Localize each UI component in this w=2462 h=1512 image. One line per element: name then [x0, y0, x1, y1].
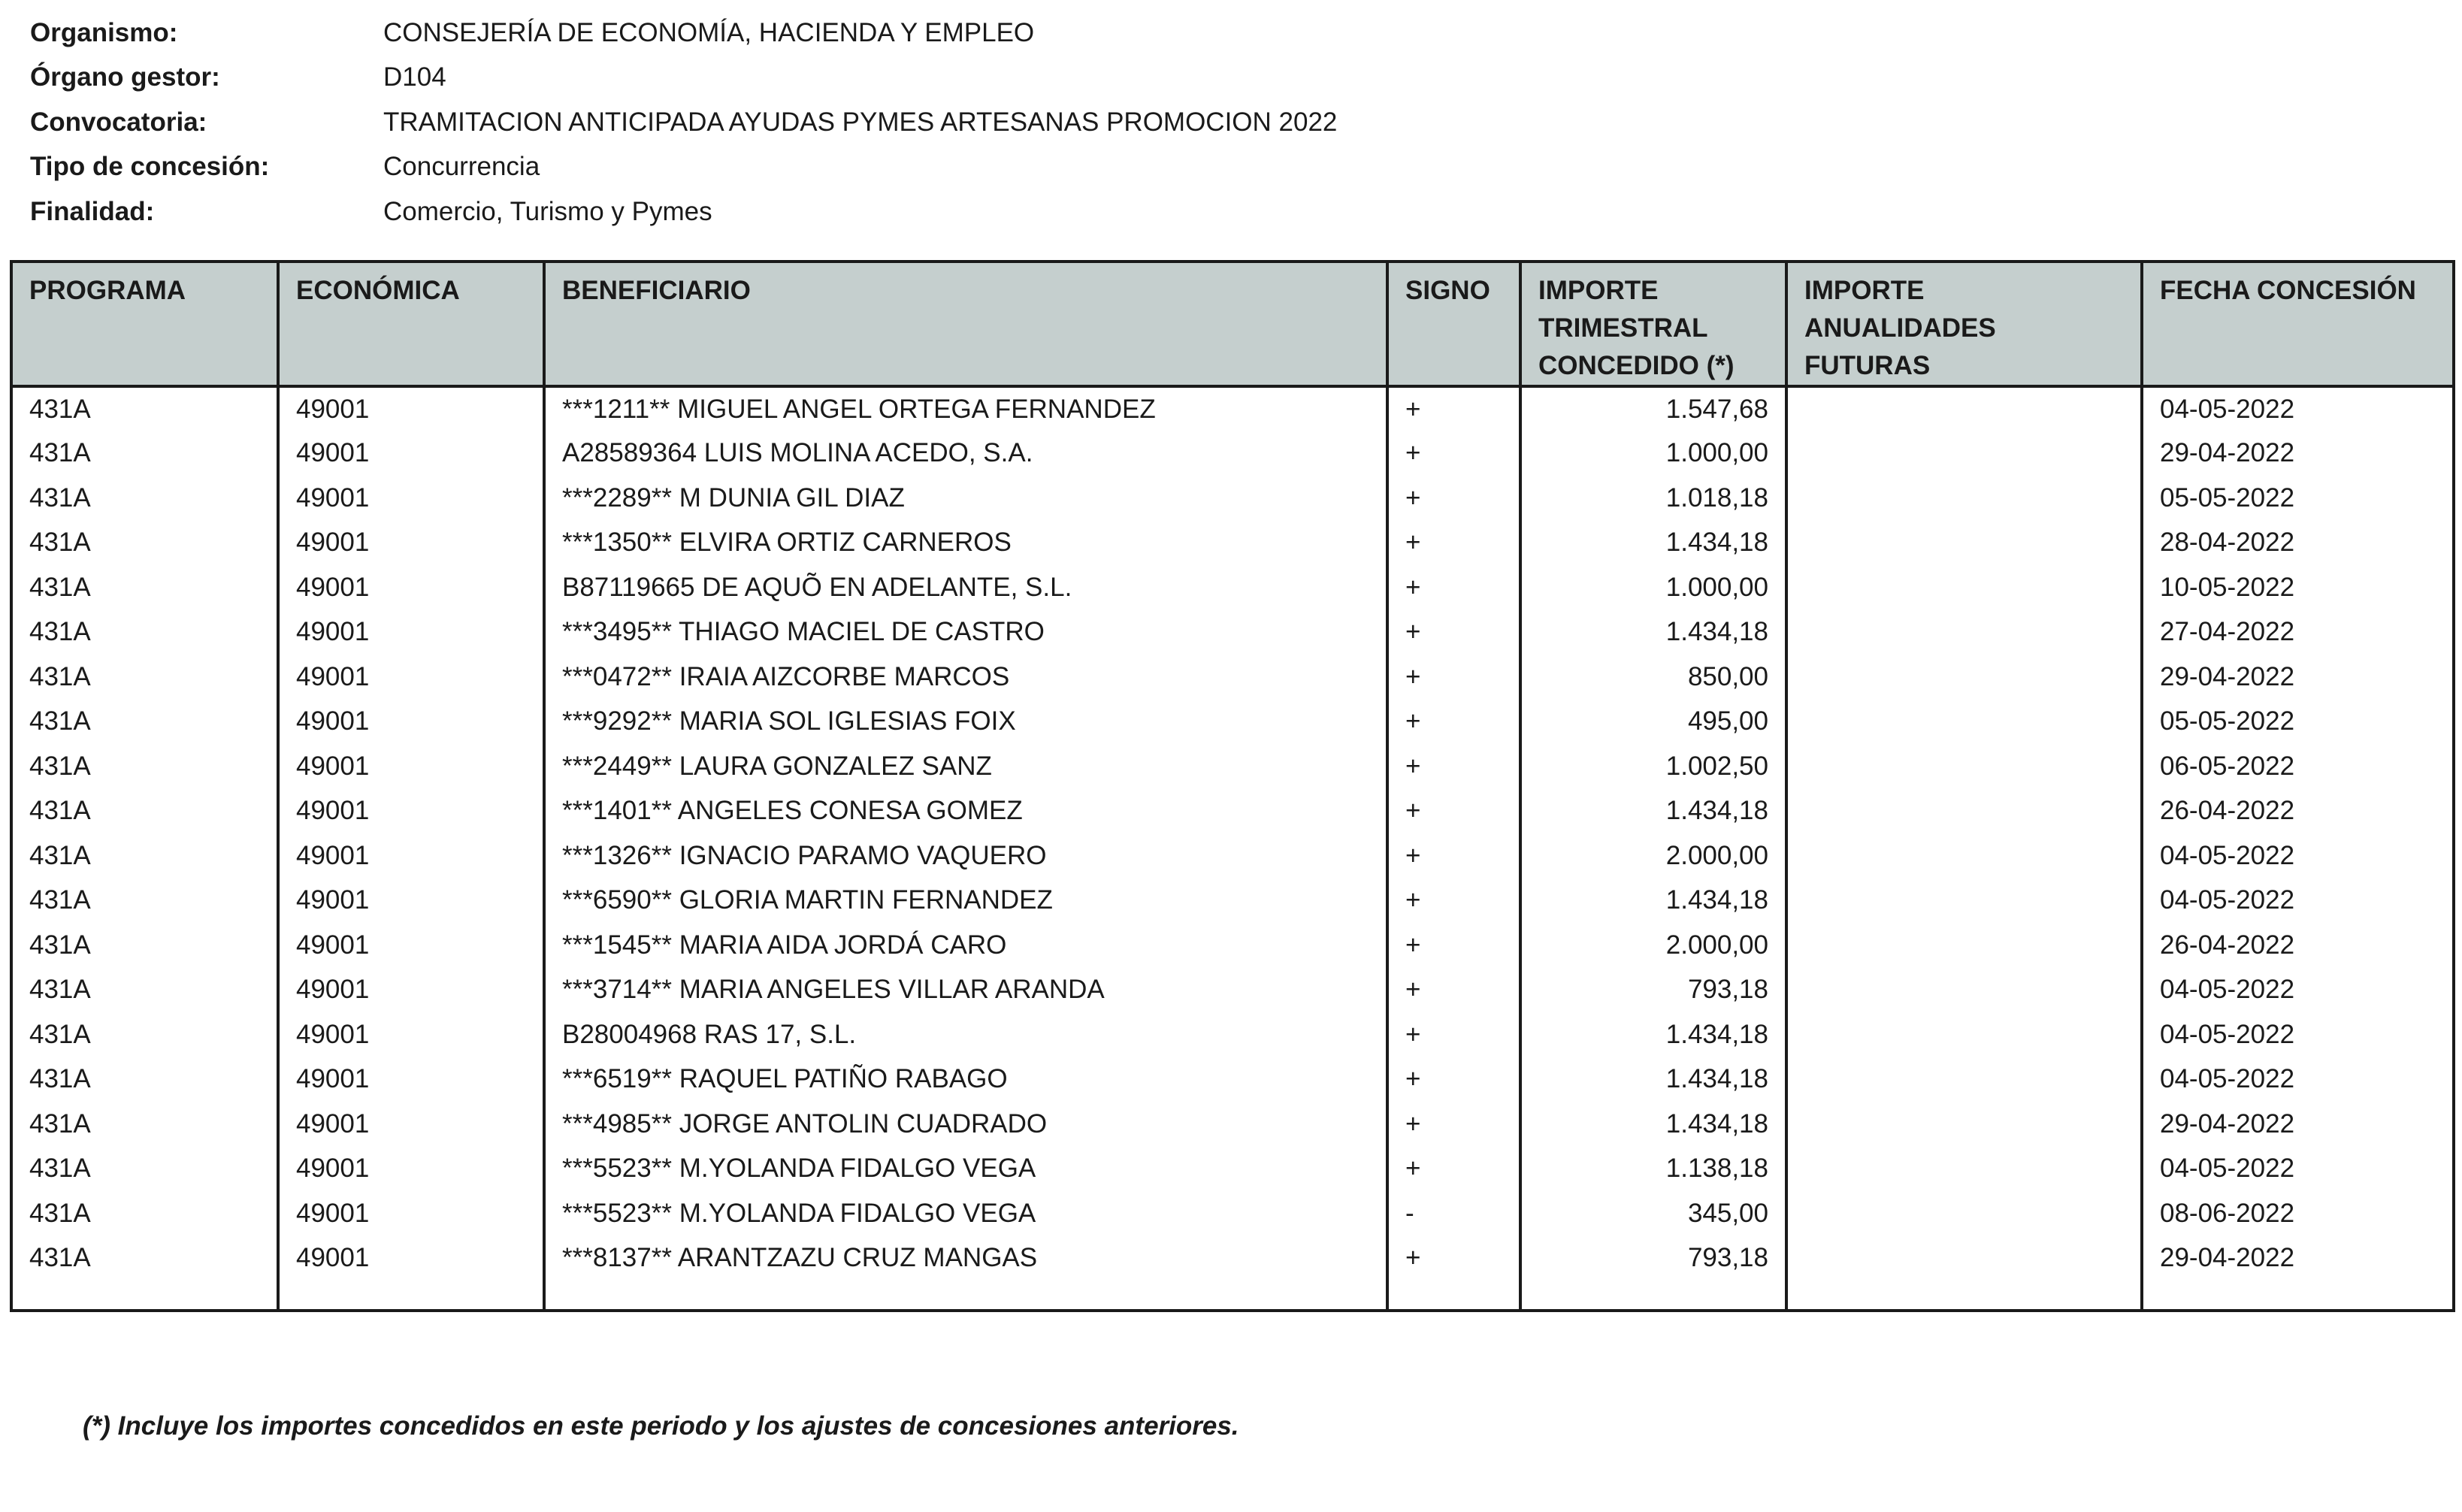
cell-economica: 49001 — [278, 565, 544, 610]
cell-programa: 431A — [11, 744, 278, 789]
cell-programa: 431A — [11, 789, 278, 834]
cell-importe-trimestral: 345,00 — [1520, 1191, 1786, 1236]
cell-signo: - — [1387, 1191, 1520, 1236]
cell-signo: + — [1387, 700, 1520, 745]
cell-programa: 431A — [11, 1191, 278, 1236]
cell-importe-anualidades — [1786, 655, 2142, 700]
header-economica: ECONÓMICA — [278, 262, 544, 386]
cell-fecha-concesion: 04-05-2022 — [2142, 386, 2454, 431]
cell-economica: 49001 — [278, 431, 544, 476]
cell-signo: + — [1387, 521, 1520, 566]
table-row — [11, 386, 2454, 431]
cell-importe-anualidades — [1786, 565, 2142, 610]
cell-beneficiario: ***6519** RAQUEL PATIÑO RABAGO — [544, 1057, 1387, 1102]
cell-importe-anualidades — [1786, 431, 2142, 476]
cell-economica: 49001 — [278, 700, 544, 745]
cell-beneficiario: ***8137** ARANTZAZU CRUZ MANGAS — [544, 1236, 1387, 1281]
cell-fecha-concesion: 26-04-2022 — [2142, 789, 2454, 834]
cell-economica: 49001 — [278, 1236, 544, 1281]
cell-importe-anualidades — [1786, 700, 2142, 745]
cell-economica: 49001 — [278, 1012, 544, 1057]
table-row — [11, 789, 2454, 834]
organismo-label: Organismo: — [30, 17, 178, 47]
table-row — [11, 431, 2454, 476]
cell-fecha-concesion: 05-05-2022 — [2142, 700, 2454, 745]
cell-fecha-concesion: 04-05-2022 — [2142, 1147, 2454, 1192]
cell-beneficiario: ***3714** MARIA ANGELES VILLAR ARANDA — [544, 968, 1387, 1013]
cell-beneficiario: ***5523** M.YOLANDA FIDALGO VEGA — [544, 1191, 1387, 1236]
cell-signo: + — [1387, 923, 1520, 968]
cell-economica: 49001 — [278, 1191, 544, 1236]
finalidad-value: Comercio, Turismo y Pymes — [383, 196, 712, 226]
cell-importe-anualidades — [1786, 789, 2142, 834]
cell-economica: 49001 — [278, 744, 544, 789]
header-fecha-concesion: FECHA CONCESIÓN — [2142, 262, 2454, 386]
table-header-row — [11, 262, 2454, 386]
cell-programa: 431A — [11, 610, 278, 655]
cell-programa: 431A — [11, 386, 278, 431]
cell-importe-trimestral: 1.434,18 — [1520, 521, 1786, 566]
cell-importe-anualidades — [1786, 833, 2142, 878]
cell-signo: + — [1387, 1057, 1520, 1102]
tipo-concesion-label: Tipo de concesión: — [30, 152, 270, 182]
table-row — [11, 1012, 2454, 1057]
cell-beneficiario: ***1545** MARIA AIDA JORDÁ CARO — [544, 923, 1387, 968]
cell-programa: 431A — [11, 1102, 278, 1147]
cell-fecha-concesion: 05-05-2022 — [2142, 476, 2454, 521]
cell-beneficiario: ***2289** M DUNIA GIL DIAZ — [544, 476, 1387, 521]
cell-beneficiario: B28004968 RAS 17, S.L. — [544, 1012, 1387, 1057]
cell-programa: 431A — [11, 655, 278, 700]
cell-economica: 49001 — [278, 968, 544, 1013]
table-row — [11, 565, 2454, 610]
cell-fecha-concesion: 04-05-2022 — [2142, 833, 2454, 878]
cell-signo: + — [1387, 431, 1520, 476]
cell-signo: + — [1387, 655, 1520, 700]
cell-importe-anualidades — [1786, 968, 2142, 1013]
cell-importe-trimestral: 1.000,00 — [1520, 431, 1786, 476]
cell-fecha-concesion: 29-04-2022 — [2142, 1102, 2454, 1147]
organo-gestor-value: D104 — [383, 62, 446, 92]
cell-beneficiario: ***2449** LAURA GONZALEZ SANZ — [544, 744, 1387, 789]
table-row — [11, 1191, 2454, 1236]
cell-importe-anualidades — [1786, 1147, 2142, 1192]
cell-importe-trimestral: 1.434,18 — [1520, 1012, 1786, 1057]
header-importe-anualidades: IMPORTE ANUALIDADES FUTURAS — [1786, 262, 2142, 386]
cell-importe-trimestral: 1.434,18 — [1520, 1057, 1786, 1102]
cell-economica: 49001 — [278, 923, 544, 968]
cell-beneficiario: ***0472** IRAIA AIZCORBE MARCOS — [544, 655, 1387, 700]
cell-signo: + — [1387, 968, 1520, 1013]
cell-importe-anualidades — [1786, 476, 2142, 521]
cell-programa: 431A — [11, 833, 278, 878]
cell-importe-trimestral: 1.547,68 — [1520, 386, 1786, 431]
cell-signo: + — [1387, 833, 1520, 878]
cell-importe-anualidades — [1786, 1191, 2142, 1236]
table-row — [11, 655, 2454, 700]
cell-fecha-concesion: 27-04-2022 — [2142, 610, 2454, 655]
cell-signo: + — [1387, 476, 1520, 521]
cell-programa: 431A — [11, 1012, 278, 1057]
table-row — [11, 1102, 2454, 1147]
table-filler-cell — [544, 1281, 1387, 1311]
cell-fecha-concesion: 04-05-2022 — [2142, 1057, 2454, 1102]
organismo-value: CONSEJERÍA DE ECONOMÍA, HACIENDA Y EMPLEO — [383, 17, 1035, 47]
footnote: (*) Incluye los importes concedidos en este periodo y los ajustes de concesiones anteriores. — [83, 1411, 1239, 1441]
cell-importe-trimestral: 1.434,18 — [1520, 1102, 1786, 1147]
cell-importe-trimestral: 1.000,00 — [1520, 565, 1786, 610]
header-signo: SIGNO — [1387, 262, 1520, 386]
cell-programa: 431A — [11, 476, 278, 521]
finalidad-label: Finalidad: — [30, 196, 155, 226]
table-filler-cell — [1520, 1281, 1786, 1311]
cell-beneficiario: ***1326** IGNACIO PARAMO VAQUERO — [544, 833, 1387, 878]
cell-beneficiario: B87119665 DE AQUÕ EN ADELANTE, S.L. — [544, 565, 1387, 610]
cell-beneficiario: A28589364 LUIS MOLINA ACEDO, S.A. — [544, 431, 1387, 476]
cell-programa: 431A — [11, 923, 278, 968]
table-row — [11, 968, 2454, 1013]
table-filler-cell — [1387, 1281, 1520, 1311]
cell-importe-trimestral: 793,18 — [1520, 968, 1786, 1013]
cell-fecha-concesion: 04-05-2022 — [2142, 878, 2454, 924]
cell-programa: 431A — [11, 1147, 278, 1192]
cell-programa: 431A — [11, 878, 278, 924]
cell-economica: 49001 — [278, 521, 544, 566]
cell-importe-anualidades — [1786, 923, 2142, 968]
table-body — [11, 386, 2454, 1311]
table-row — [11, 744, 2454, 789]
cell-importe-trimestral: 1.434,18 — [1520, 878, 1786, 924]
cell-economica: 49001 — [278, 1102, 544, 1147]
cell-fecha-concesion: 04-05-2022 — [2142, 968, 2454, 1013]
table-row — [11, 923, 2454, 968]
cell-fecha-concesion: 28-04-2022 — [2142, 521, 2454, 566]
cell-signo: + — [1387, 789, 1520, 834]
cell-beneficiario: ***5523** M.YOLANDA FIDALGO VEGA — [544, 1147, 1387, 1192]
table-row — [11, 1147, 2454, 1192]
cell-importe-trimestral: 1.138,18 — [1520, 1147, 1786, 1192]
table-row — [11, 521, 2454, 566]
cell-fecha-concesion: 10-05-2022 — [2142, 565, 2454, 610]
cell-importe-anualidades — [1786, 1102, 2142, 1147]
cell-importe-anualidades — [1786, 1012, 2142, 1057]
header-importe-trimestral: IMPORTE TRIMESTRAL CONCEDIDO (*) — [1520, 262, 1786, 386]
cell-programa: 431A — [11, 700, 278, 745]
cell-importe-trimestral: 850,00 — [1520, 655, 1786, 700]
table-row — [11, 833, 2454, 878]
cell-importe-anualidades — [1786, 521, 2142, 566]
cell-programa: 431A — [11, 521, 278, 566]
meta-convocatoria — [30, 100, 1337, 145]
cell-beneficiario: ***6590** GLORIA MARTIN FERNANDEZ — [544, 878, 1387, 924]
cell-economica: 49001 — [278, 1057, 544, 1102]
cell-programa: 431A — [11, 431, 278, 476]
cell-importe-trimestral: 2.000,00 — [1520, 923, 1786, 968]
cell-importe-trimestral: 1.434,18 — [1520, 789, 1786, 834]
header-metadata — [30, 11, 1337, 234]
grants-table — [10, 260, 2455, 1312]
table-filler-cell — [278, 1281, 544, 1311]
cell-importe-anualidades — [1786, 1236, 2142, 1281]
cell-economica: 49001 — [278, 789, 544, 834]
cell-beneficiario: ***4985** JORGE ANTOLIN CUADRADO — [544, 1102, 1387, 1147]
cell-fecha-concesion: 06-05-2022 — [2142, 744, 2454, 789]
cell-beneficiario: ***9292** MARIA SOL IGLESIAS FOIX — [544, 700, 1387, 745]
table-filler-cell — [2142, 1281, 2454, 1311]
cell-signo: + — [1387, 610, 1520, 655]
cell-beneficiario: ***1401** ANGELES CONESA GOMEZ — [544, 789, 1387, 834]
convocatoria-value: TRAMITACION ANTICIPADA AYUDAS PYMES ARTESANAS PROMOCION 2022 — [383, 107, 1338, 137]
cell-programa: 431A — [11, 565, 278, 610]
cell-importe-trimestral: 2.000,00 — [1520, 833, 1786, 878]
cell-importe-trimestral: 1.018,18 — [1520, 476, 1786, 521]
cell-signo: + — [1387, 565, 1520, 610]
cell-fecha-concesion: 29-04-2022 — [2142, 1236, 2454, 1281]
cell-signo: + — [1387, 1102, 1520, 1147]
cell-economica: 49001 — [278, 610, 544, 655]
table-filler-row — [11, 1281, 2454, 1311]
table-row — [11, 610, 2454, 655]
cell-fecha-concesion: 26-04-2022 — [2142, 923, 2454, 968]
cell-programa: 431A — [11, 1057, 278, 1102]
cell-importe-anualidades — [1786, 386, 2142, 431]
cell-signo: + — [1387, 1236, 1520, 1281]
table-row — [11, 1236, 2454, 1281]
table-row — [11, 476, 2454, 521]
table-filler-cell — [1786, 1281, 2142, 1311]
cell-economica: 49001 — [278, 833, 544, 878]
cell-importe-anualidades — [1786, 878, 2142, 924]
table-filler-cell — [11, 1281, 278, 1311]
header-beneficiario: BENEFICIARIO — [544, 262, 1387, 386]
cell-fecha-concesion: 08-06-2022 — [2142, 1191, 2454, 1236]
cell-signo: + — [1387, 1012, 1520, 1057]
convocatoria-label: Convocatoria: — [30, 107, 207, 137]
meta-finalidad — [30, 189, 1337, 234]
table-row — [11, 878, 2454, 924]
cell-fecha-concesion: 04-05-2022 — [2142, 1012, 2454, 1057]
cell-importe-anualidades — [1786, 744, 2142, 789]
table-row — [11, 700, 2454, 745]
meta-organo-gestor — [30, 56, 1337, 101]
cell-importe-trimestral: 495,00 — [1520, 700, 1786, 745]
cell-signo: + — [1387, 386, 1520, 431]
cell-programa: 431A — [11, 968, 278, 1013]
cell-fecha-concesion: 29-04-2022 — [2142, 431, 2454, 476]
tipo-concesion-value: Concurrencia — [383, 152, 540, 182]
cell-signo: + — [1387, 1147, 1520, 1192]
cell-importe-trimestral: 793,18 — [1520, 1236, 1786, 1281]
header-programa: PROGRAMA — [11, 262, 278, 386]
cell-economica: 49001 — [278, 386, 544, 431]
meta-organismo — [30, 11, 1337, 56]
cell-fecha-concesion: 29-04-2022 — [2142, 655, 2454, 700]
cell-importe-anualidades — [1786, 1057, 2142, 1102]
meta-tipo-concesion — [30, 145, 1337, 190]
cell-importe-trimestral: 1.434,18 — [1520, 610, 1786, 655]
cell-economica: 49001 — [278, 878, 544, 924]
cell-beneficiario: ***1350** ELVIRA ORTIZ CARNEROS — [544, 521, 1387, 566]
cell-importe-anualidades — [1786, 610, 2142, 655]
cell-importe-trimestral: 1.002,50 — [1520, 744, 1786, 789]
organo-gestor-label: Órgano gestor: — [30, 62, 220, 92]
cell-beneficiario: ***1211** MIGUEL ANGEL ORTEGA FERNANDEZ — [544, 386, 1387, 431]
cell-beneficiario: ***3495** THIAGO MACIEL DE CASTRO — [544, 610, 1387, 655]
cell-signo: + — [1387, 878, 1520, 924]
cell-signo: + — [1387, 744, 1520, 789]
cell-economica: 49001 — [278, 1147, 544, 1192]
cell-economica: 49001 — [278, 655, 544, 700]
cell-programa: 431A — [11, 1236, 278, 1281]
table-row — [11, 1057, 2454, 1102]
cell-economica: 49001 — [278, 476, 544, 521]
